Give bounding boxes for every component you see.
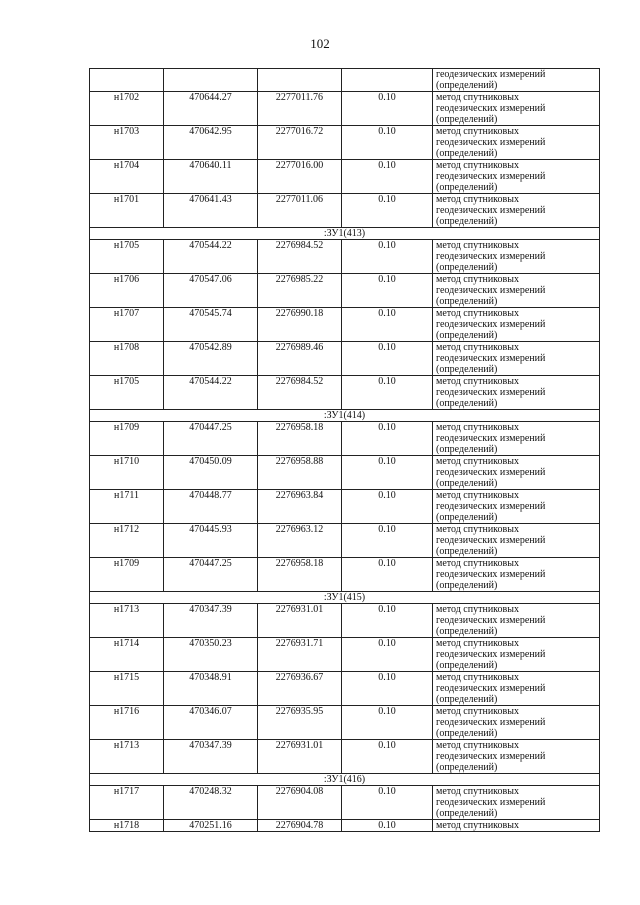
method-line: (определений) — [436, 114, 498, 125]
point-cell: н1713 — [90, 740, 164, 774]
method-line: (определений) — [436, 262, 498, 273]
method-line: геодезических измерений — [436, 467, 546, 478]
method-line: (определений) — [436, 478, 498, 489]
point-cell: н1701 — [90, 194, 164, 228]
x-cell: 470544.22 — [164, 240, 258, 274]
method-line: метод спутниковых — [436, 422, 519, 433]
x-cell: 470450.09 — [164, 456, 258, 490]
method-line: (определений) — [436, 398, 498, 409]
method-cell — [433, 69, 600, 92]
method-cell — [433, 92, 600, 126]
table-row — [90, 706, 600, 740]
table-row — [90, 308, 600, 342]
x-cell: 470641.43 — [164, 194, 258, 228]
x-cell: 470348.91 — [164, 672, 258, 706]
x-cell: 470445.93 — [164, 524, 258, 558]
table-row — [90, 92, 600, 126]
table-row — [90, 240, 600, 274]
table-row — [90, 638, 600, 672]
y-cell: 2276989.46 — [258, 342, 342, 376]
method-line: метод спутниковых — [436, 376, 519, 387]
method-line: геодезических измерений — [436, 205, 546, 216]
precision-cell: 0.10 — [342, 786, 433, 820]
section-label: :ЗУ1(414) — [90, 410, 600, 422]
method-cell — [433, 786, 600, 820]
y-cell: 2277016.00 — [258, 160, 342, 194]
x-cell: 470542.89 — [164, 342, 258, 376]
coordinates-table-body — [90, 69, 600, 832]
method-line: (определений) — [436, 694, 498, 705]
method-cell — [433, 194, 600, 228]
table-row — [90, 672, 600, 706]
x-cell: 470347.39 — [164, 604, 258, 638]
y-cell: 2276958.18 — [258, 422, 342, 456]
method-cell — [433, 524, 600, 558]
y-cell: 2276958.88 — [258, 456, 342, 490]
table-row — [90, 490, 600, 524]
x-cell: 470448.77 — [164, 490, 258, 524]
method-cell — [433, 604, 600, 638]
point-cell: н1711 — [90, 490, 164, 524]
method-line: геодезических измерений — [436, 353, 546, 364]
precision-cell: 0.10 — [342, 342, 433, 376]
precision-cell: 0.10 — [342, 490, 433, 524]
y-cell: 2276963.12 — [258, 524, 342, 558]
table-row — [90, 126, 600, 160]
method-line: (определений) — [436, 148, 498, 159]
x-cell: 470545.74 — [164, 308, 258, 342]
method-line: геодезических измерений — [436, 251, 546, 262]
method-line: метод спутниковых — [436, 638, 519, 649]
precision-cell: 0.10 — [342, 672, 433, 706]
method-line: (определений) — [436, 330, 498, 341]
method-line: метод спутниковых — [436, 92, 519, 103]
x-cell: 470347.39 — [164, 740, 258, 774]
point-cell: н1705 — [90, 240, 164, 274]
method-line: метод спутниковых — [436, 274, 519, 285]
point-cell: н1713 — [90, 604, 164, 638]
point-cell: н1714 — [90, 638, 164, 672]
method-line: (определений) — [436, 762, 498, 773]
precision-cell: 0.10 — [342, 160, 433, 194]
point-cell: н1717 — [90, 786, 164, 820]
method-line: метод спутниковых — [436, 524, 519, 535]
precision-cell: 0.10 — [342, 820, 433, 832]
method-line: (определений) — [436, 660, 498, 671]
point-cell: н1710 — [90, 456, 164, 490]
method-line: метод спутниковых — [436, 786, 519, 797]
y-cell — [258, 69, 342, 92]
method-line: геодезических измерений — [436, 501, 546, 512]
method-line: геодезических измерений — [436, 569, 546, 580]
method-line: (определений) — [436, 296, 498, 307]
method-line: метод спутниковых — [436, 308, 519, 319]
precision-cell: 0.10 — [342, 194, 433, 228]
table-row — [90, 160, 600, 194]
precision-cell — [342, 69, 433, 92]
method-line: метод спутниковых — [436, 240, 519, 251]
precision-cell: 0.10 — [342, 456, 433, 490]
method-line: метод спутниковых — [436, 126, 519, 137]
y-cell: 2276936.67 — [258, 672, 342, 706]
method-line: метод спутниковых — [436, 672, 519, 683]
section-header-row — [90, 774, 600, 786]
point-cell: н1707 — [90, 308, 164, 342]
method-line: геодезических измерений — [436, 797, 546, 808]
method-cell — [433, 160, 600, 194]
point-cell: н1704 — [90, 160, 164, 194]
method-line: метод спутниковых — [436, 490, 519, 501]
x-cell: 470346.07 — [164, 706, 258, 740]
page-number: 102 — [310, 36, 330, 51]
precision-cell: 0.10 — [342, 604, 433, 638]
x-cell: 470644.27 — [164, 92, 258, 126]
method-line: геодезических измерений — [436, 319, 546, 330]
method-line: геодезических измерений — [436, 535, 546, 546]
point-cell: н1702 — [90, 92, 164, 126]
y-cell: 2276984.52 — [258, 240, 342, 274]
x-cell: 470640.11 — [164, 160, 258, 194]
precision-cell: 0.10 — [342, 240, 433, 274]
method-line: метод спутниковых — [436, 160, 519, 171]
table-row — [90, 604, 600, 638]
x-cell: 470547.06 — [164, 274, 258, 308]
method-line: метод спутниковых — [436, 706, 519, 717]
x-cell: 470642.95 — [164, 126, 258, 160]
y-cell: 2277011.76 — [258, 92, 342, 126]
precision-cell: 0.10 — [342, 558, 433, 592]
section-header-row — [90, 410, 600, 422]
method-line: геодезических измерений — [436, 137, 546, 148]
method-line: метод спутниковых — [436, 558, 519, 569]
x-cell: 470447.25 — [164, 558, 258, 592]
y-cell: 2276931.01 — [258, 604, 342, 638]
y-cell: 2276985.22 — [258, 274, 342, 308]
method-line: (определений) — [436, 808, 498, 819]
method-cell — [433, 490, 600, 524]
y-cell: 2276958.18 — [258, 558, 342, 592]
precision-cell: 0.10 — [342, 706, 433, 740]
method-line: (определений) — [436, 364, 498, 375]
table-row — [90, 274, 600, 308]
point-cell — [90, 69, 164, 92]
table-row — [90, 740, 600, 774]
point-cell: н1712 — [90, 524, 164, 558]
method-line: (определений) — [436, 546, 498, 557]
table-row — [90, 558, 600, 592]
method-line: геодезических измерений — [436, 387, 546, 398]
y-cell: 2277016.72 — [258, 126, 342, 160]
method-line: метод спутниковых — [436, 604, 519, 615]
y-cell: 2276935.95 — [258, 706, 342, 740]
method-line: (определений) — [436, 626, 498, 637]
x-cell: 470248.32 — [164, 786, 258, 820]
method-line: геодезических измерений — [436, 285, 546, 296]
method-cell — [433, 126, 600, 160]
method-cell — [433, 740, 600, 774]
y-cell: 2276963.84 — [258, 490, 342, 524]
method-line: геодезических измерений — [436, 649, 546, 660]
section-label: :ЗУ1(413) — [90, 228, 600, 240]
y-cell: 2276931.71 — [258, 638, 342, 672]
method-cell — [433, 456, 600, 490]
section-header-row — [90, 228, 600, 240]
method-line: (определений) — [436, 80, 498, 91]
method-line: (определений) — [436, 728, 498, 739]
method-cell — [433, 638, 600, 672]
method-cell — [433, 672, 600, 706]
table-row — [90, 820, 600, 832]
point-cell: н1708 — [90, 342, 164, 376]
method-line: (определений) — [436, 512, 498, 523]
section-label: :ЗУ1(416) — [90, 774, 600, 786]
precision-cell: 0.10 — [342, 422, 433, 456]
method-cell — [433, 274, 600, 308]
table-row — [90, 786, 600, 820]
method-cell — [433, 422, 600, 456]
method-line: геодезических измерений — [436, 751, 546, 762]
method-line: метод спутниковых — [436, 194, 519, 205]
method-line: (определений) — [436, 216, 498, 227]
method-line: геодезических измерений — [436, 433, 546, 444]
table-row — [90, 376, 600, 410]
method-line: геодезических измерений — [436, 615, 546, 626]
point-cell: н1706 — [90, 274, 164, 308]
point-cell: н1709 — [90, 422, 164, 456]
x-cell: 470447.25 — [164, 422, 258, 456]
y-cell: 2276984.52 — [258, 376, 342, 410]
method-line: (определений) — [436, 182, 498, 193]
method-cell — [433, 342, 600, 376]
continuation-row — [90, 69, 600, 92]
method-line: метод спутниковых — [436, 342, 519, 353]
method-cell: метод спутниковых — [433, 820, 600, 832]
x-cell: 470251.16 — [164, 820, 258, 832]
table-row — [90, 342, 600, 376]
method-line: (определений) — [436, 444, 498, 455]
method-line: геодезических измерений — [436, 69, 546, 80]
y-cell: 2276904.78 — [258, 820, 342, 832]
table-row — [90, 456, 600, 490]
point-cell: н1705 — [90, 376, 164, 410]
section-label: :ЗУ1(415) — [90, 592, 600, 604]
precision-cell: 0.10 — [342, 308, 433, 342]
method-line: геодезических измерений — [436, 103, 546, 114]
precision-cell: 0.10 — [342, 92, 433, 126]
method-line: метод спутниковых — [436, 456, 519, 467]
y-cell: 2276931.01 — [258, 740, 342, 774]
y-cell: 2276990.18 — [258, 308, 342, 342]
precision-cell: 0.10 — [342, 126, 433, 160]
method-cell — [433, 240, 600, 274]
precision-cell: 0.10 — [342, 376, 433, 410]
point-cell: н1716 — [90, 706, 164, 740]
table-row — [90, 524, 600, 558]
method-line: геодезических измерений — [436, 717, 546, 728]
method-line: метод спутниковых — [436, 740, 519, 751]
method-cell — [433, 376, 600, 410]
method-line: геодезических измерений — [436, 683, 546, 694]
y-cell: 2276904.08 — [258, 786, 342, 820]
section-header-row — [90, 592, 600, 604]
point-cell: н1718 — [90, 820, 164, 832]
precision-cell: 0.10 — [342, 638, 433, 672]
point-cell: н1709 — [90, 558, 164, 592]
method-cell — [433, 706, 600, 740]
point-cell: н1703 — [90, 126, 164, 160]
precision-cell: 0.10 — [342, 740, 433, 774]
x-cell: 470544.22 — [164, 376, 258, 410]
point-cell: н1715 — [90, 672, 164, 706]
method-cell — [433, 558, 600, 592]
method-line: (определений) — [436, 580, 498, 591]
coordinates-table — [89, 68, 600, 832]
y-cell: 2277011.06 — [258, 194, 342, 228]
x-cell — [164, 69, 258, 92]
method-cell — [433, 308, 600, 342]
table-row — [90, 194, 600, 228]
precision-cell: 0.10 — [342, 524, 433, 558]
method-line: геодезических измерений — [436, 171, 546, 182]
precision-cell: 0.10 — [342, 274, 433, 308]
table-row — [90, 422, 600, 456]
x-cell: 470350.23 — [164, 638, 258, 672]
